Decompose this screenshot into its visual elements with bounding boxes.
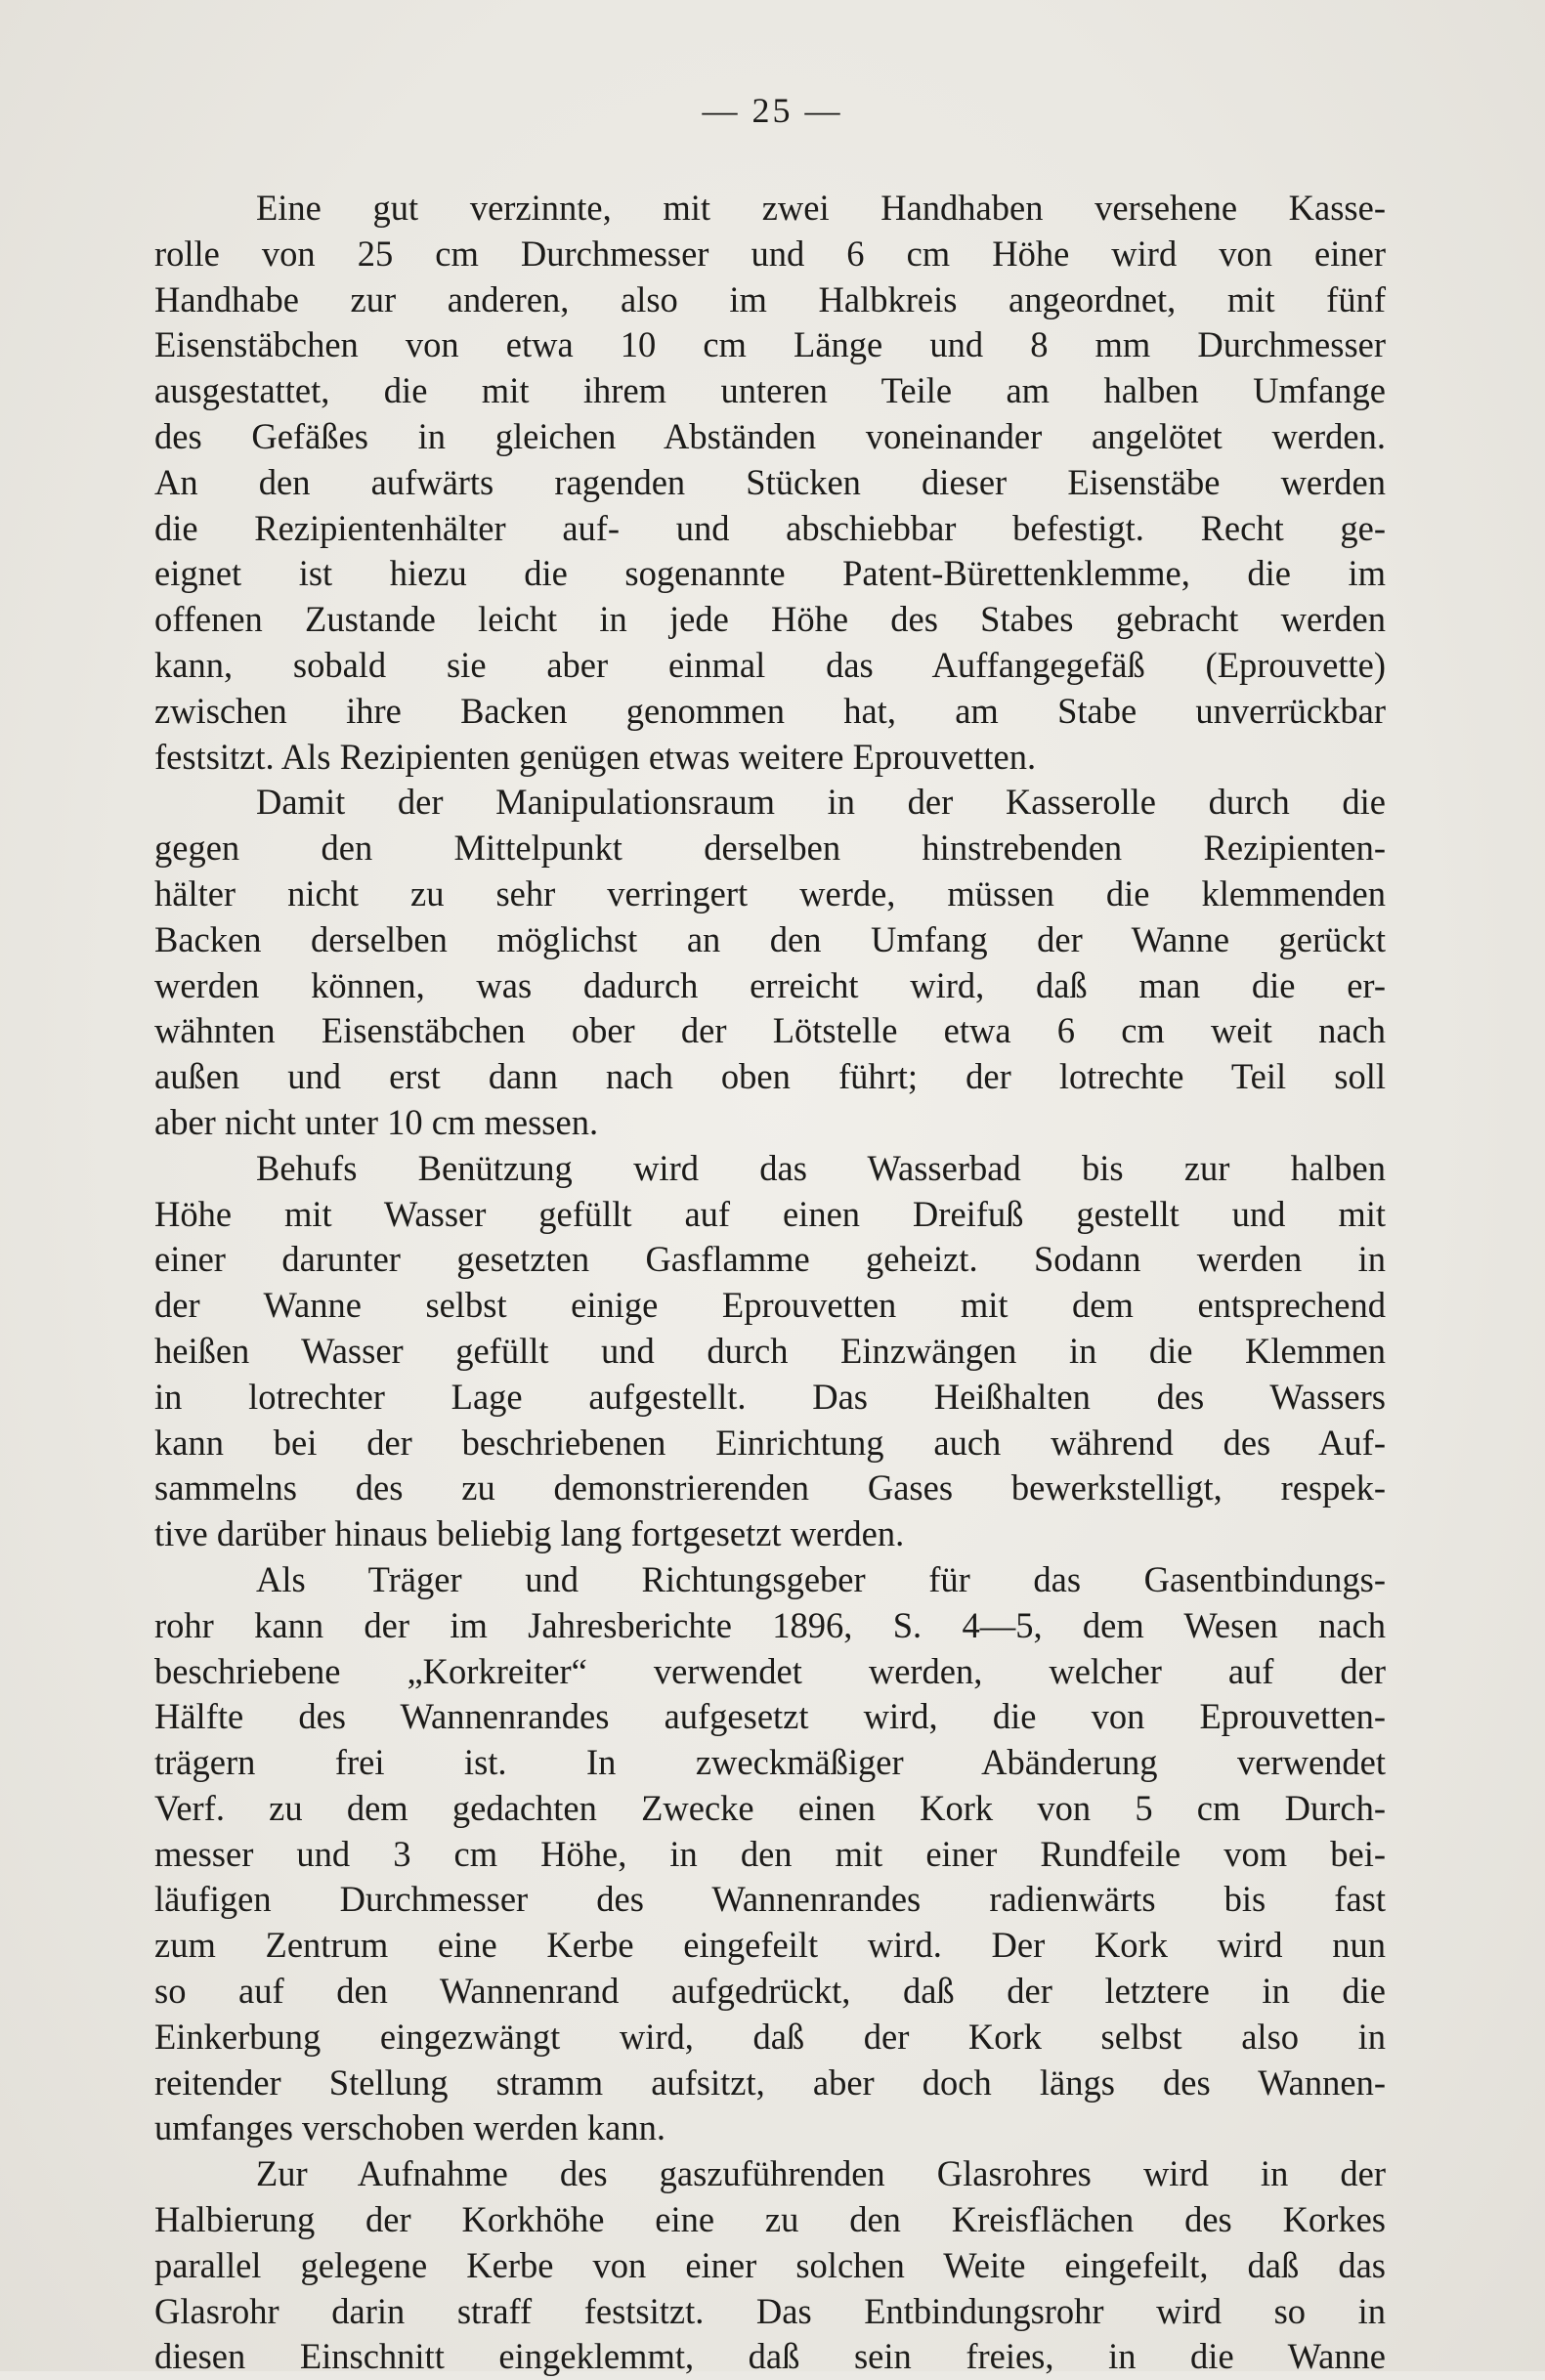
text-line: werden können, was dadurch erreicht wird, daß man die er- [154, 964, 1386, 1005]
text-line: trägern frei ist. In zweckmäßiger Abänderung verwendet [154, 1742, 1386, 1783]
text-line: einer darunter gesetzten Gasflamme geheizt. Sodann werden in [154, 1239, 1386, 1280]
text-line: wähnten Eisenstäbchen ober der Lötstelle etwa 6 cm weit nach [154, 1010, 1386, 1051]
text-line: parallel gelegene Kerbe von einer solchen Weite eingefeilt, daß das [154, 2244, 1386, 2285]
text-line: Damit der Manipulationsraum in der Kasserolle durch die [256, 782, 1386, 823]
text-line: festsitzt. Als Rezipienten genügen etwas weitere Eprouvetten. [154, 736, 1037, 777]
text-line: aber nicht unter 10 cm messen. [154, 1101, 599, 1142]
text-line: An den aufwärts ragenden Stücken dieser Eisenstäbe werden [154, 461, 1386, 502]
paragraph-2 [154, 780, 1386, 1145]
page-number: — 25 — [702, 91, 843, 130]
text-line: des Gefäßes in gleichen Abständen voneinander angelötet werden. [154, 415, 1386, 456]
text-line: Glasrohr darin straff festsitzt. Das Entbindungsrohr wird so in [154, 2290, 1386, 2331]
text-line: Verf. zu dem gedachten Zwecke einen Kork von 5 cm Durch- [154, 1787, 1386, 1828]
text-line: hälter nicht zu sehr verringert werde, müssen die klemmenden [154, 872, 1386, 914]
text-line: ausgestattet, die mit ihrem unteren Teile am halben Umfange [154, 370, 1386, 411]
text-line: messer und 3 cm Höhe, in den mit einer Rundfeile vom bei- [154, 1833, 1386, 1874]
text-line: kann bei der beschriebenen Einrichtung auch während des Auf- [154, 1422, 1386, 1463]
text-line: Backen derselben möglichst an den Umfang der Wanne gerückt [154, 918, 1386, 959]
text-line: offenen Zustande leicht in jede Höhe des Stabes gebracht werden [154, 599, 1386, 640]
text-line: die Rezipientenhälter auf- und abschiebbar befestigt. Recht ge- [154, 507, 1386, 548]
text-line: gegen den Mittelpunkt derselben hinstrebenden Rezipienten- [154, 828, 1386, 869]
text-line: läufigen Durchmesser des Wannenrandes radienwärts bis fast [154, 1879, 1386, 1920]
text-line: reitender Stellung stramm aufsitzt, aber doch längs des Wannen- [154, 2061, 1386, 2103]
text-line: Behufs Benützung wird das Wasserbad bis zur halben [256, 1147, 1386, 1188]
text-line: Handhabe zur anderen, also im Halbkreis angeordnet, mit fünf [154, 278, 1386, 319]
text-line: rolle von 25 cm Durchmesser und 6 cm Höhe wird von einer [154, 233, 1386, 274]
text-line: Halbierung der Korkhöhe eine zu den Kreisflächen des Korkes [154, 2199, 1386, 2240]
paragraph-5 [154, 2151, 1386, 2380]
text-line: Als Träger und Richtungsgeber für das Gasentbindungs- [256, 1558, 1386, 1599]
text-line: sammelns des zu demonstrierenden Gases bewerkstelligt, respek- [154, 1467, 1386, 1509]
text-line: Zur Aufnahme des gaszuführenden Glasrohres wird in der [256, 2153, 1386, 2194]
text-line: in lotrechter Lage aufgestellt. Das Heißhalten des Wassers [154, 1376, 1386, 1417]
text-line: rohr kann der im Jahresberichte 1896, S. 4—5, dem Wesen nach [154, 1604, 1386, 1645]
text-line: zum Zentrum eine Kerbe eingefeilt wird. Der Kork wird nun [154, 1925, 1386, 1966]
text-line: eignet ist hiezu die sogenannte Patent-Bürettenklemme, die im [154, 553, 1386, 594]
text-line: zwischen ihre Backen genommen hat, am Stabe unverrückbar [154, 690, 1386, 731]
text-line: Einkerbung eingezwängt wird, daß der Kork selbst also in [154, 2016, 1386, 2057]
text-line: der Wanne selbst einige Eprouvetten mit dem entsprechend [154, 1285, 1386, 1326]
text-line: Eisenstäbchen von etwa 10 cm Länge und 8 mm Durchmesser [154, 324, 1386, 365]
paragraph-4 [154, 1557, 1386, 2151]
text-line: außen und erst dann nach oben führt; der lotrechte Teil soll [154, 1056, 1386, 1097]
text-line: kann, sobald sie aber einmal das Auffangegefäß (Eprouvette) [154, 644, 1386, 685]
body-text [154, 186, 1386, 2380]
paragraph-1 [154, 186, 1386, 780]
paragraph-3 [154, 1146, 1386, 1557]
text-line: heißen Wasser gefüllt und durch Einzwängen in die Klemmen [154, 1330, 1386, 1371]
text-line: Eine gut verzinnte, mit zwei Handhaben versehene Kasse- [256, 188, 1386, 228]
text-line: tive darüber hinaus beliebig lang fortgesetzt werden. [154, 1513, 905, 1554]
text-line: diesen Einschnitt eingeklemmt, daß sein freies, in die Wanne [154, 2336, 1386, 2377]
text-line: so auf den Wannenrand aufgedrückt, daß der letztere in die [154, 1971, 1386, 2012]
text-line: Hälfte des Wannenrandes aufgesetzt wird, die von Eprouvetten- [154, 1696, 1386, 1737]
text-line: Höhe mit Wasser gefüllt auf einen Dreifuß gestellt und mit [154, 1193, 1386, 1234]
text-line: umfanges verschoben werden kann. [154, 2107, 665, 2148]
text-line: beschriebene „Korkreiter“ verwendet werden, welcher auf der [154, 1650, 1386, 1691]
